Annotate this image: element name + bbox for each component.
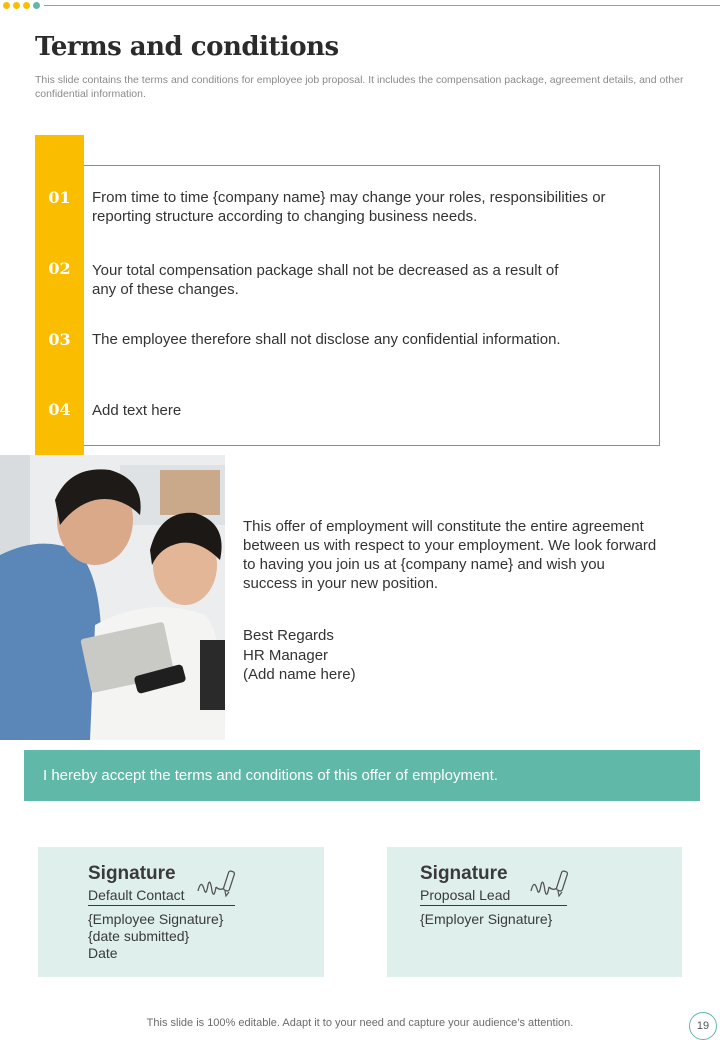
dot-icon — [23, 2, 30, 9]
term-text: Add text here — [92, 402, 182, 419]
two-employees-tablet-photo-icon — [0, 455, 225, 740]
page-title: Terms and conditions — [35, 32, 339, 62]
signature-title: Signature — [420, 863, 508, 884]
header-divider — [44, 5, 720, 6]
employee-signature-placeholder: {Employee Signature} — [88, 911, 224, 927]
term-text: Your total compensation package shall not be decreased as a result of any of these changes. — [92, 262, 559, 298]
term-text: The employee therefore shall not disclose any confidential information. — [92, 331, 561, 348]
regards-block — [243, 626, 543, 685]
term-text: From time to time {company name} may change your roles, responsibilities or reporting structure according to changing business needs. — [92, 189, 606, 225]
employees-photo — [0, 455, 225, 740]
signature-line — [420, 905, 567, 906]
signature-card-employer — [387, 847, 682, 977]
acceptance-banner: I hereby accept the terms and conditions of this offer of employment. — [24, 750, 700, 801]
employer-signature-placeholder: {Employer Signature} — [420, 911, 553, 927]
regards-name: (Add name here) — [243, 666, 356, 683]
page-number: 19 — [689, 1012, 717, 1040]
signature-card-employee — [38, 847, 324, 977]
signature-subtitle: Proposal Lead — [420, 887, 511, 903]
date-label: Date — [88, 945, 118, 961]
offer-paragraph: This offer of employment will constitute the entire agreement between us with respect to your employment. We look forward to having you join us at {company name} and wish you success in your new position. — [243, 518, 657, 592]
dot-icon — [3, 2, 10, 9]
term-number: 03 — [48, 330, 71, 349]
header-dots — [3, 2, 40, 9]
signature-details — [420, 911, 552, 928]
dot-icon — [13, 2, 20, 9]
footer-note: This slide is 100% editable. Adapt it to your need and capture your audience’s attention. — [146, 1017, 574, 1029]
signature-subtitle: Default Contact — [88, 887, 185, 903]
signature-pen-icon — [529, 869, 571, 905]
term-number: 04 — [48, 400, 71, 419]
regards-role: HR Manager — [243, 646, 329, 664]
regards-closing: Best Regards — [243, 627, 334, 644]
term-number: 02 — [48, 259, 71, 278]
signature-details — [88, 911, 223, 962]
signature-title: Signature — [88, 863, 176, 884]
term-number: 01 — [48, 188, 71, 207]
date-submitted-placeholder: {date submitted} — [88, 928, 190, 944]
dot-icon — [33, 2, 40, 9]
signature-line — [88, 905, 235, 906]
signature-pen-icon — [196, 869, 238, 905]
page-subtitle: This slide contains the terms and conditions for employee job proposal. It includes the compensation package, agreement details, and other confidential information. — [35, 74, 684, 100]
